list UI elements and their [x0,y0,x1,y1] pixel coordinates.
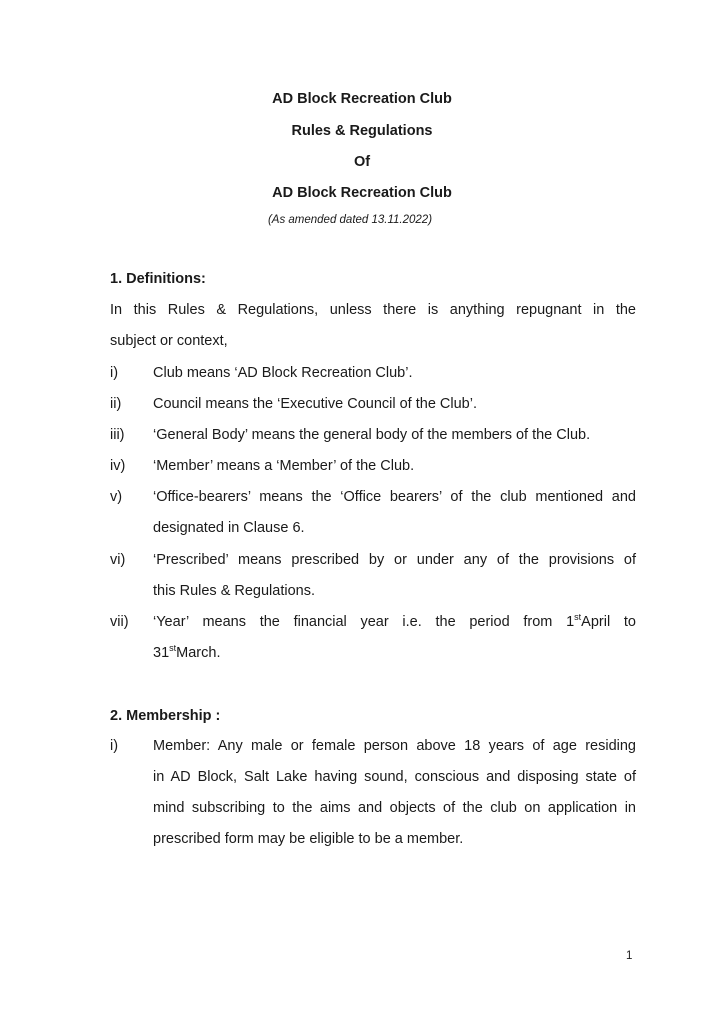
year-text-d: March. [176,645,221,661]
item-text-line [153,638,636,669]
item-text-line: prescribed form may be eligible to be a member. [153,831,464,847]
club-name-title: AD Block Recreation Club [272,91,452,107]
ordinal-suffix: st [169,643,177,654]
year-text-c: 31 [153,645,170,661]
item-number: vii) [110,614,129,630]
definitions-heading: 1. Definitions: [110,271,206,287]
item-text: ‘General Body’ means the general body of the members of the Club. [153,427,591,443]
membership-heading: 2. Membership : [110,708,221,724]
item-text [153,607,636,669]
item-text-line: Member: Any male or female person above 18 years of age residing [153,738,636,754]
item-number: iv) [110,458,126,474]
item-number: ii) [110,396,122,412]
definitions-intro [110,295,636,357]
amended-date-note: (As amended dated 13.11.2022) [267,214,433,226]
item-text [153,545,636,607]
item-text [153,731,636,855]
item-text-line: ‘Office-bearers’ means the ‘Office bearers’ of the club mentioned and [153,489,636,505]
item-text-line: designated in Clause 6. [153,520,305,536]
rules-title: Rules & Regulations [291,123,433,139]
item-text: ‘Member’ means a ‘Member’ of the Club. [153,458,415,474]
item-text [153,482,636,544]
item-text-line: mind subscribing to the aims and objects of the club on application in [153,800,636,816]
item-number: i) [110,365,119,381]
item-text: Council means the ‘Executive Council of the Club’. [153,396,477,412]
ordinal-suffix: st [574,612,582,623]
item-text-line: this Rules & Regulations. [153,583,315,599]
year-text-a: ‘Year’ means the financial year i.e. the period from 1 [153,614,575,630]
item-text-line: ‘Prescribed’ means prescribed by or under any of the provisions of [153,552,636,568]
item-number: iii) [110,427,125,443]
item-number: i) [110,738,119,754]
item-number: vi) [110,552,126,568]
item-text: Club means ‘AD Block Recreation Club’. [153,365,413,381]
of-title: Of [353,154,371,170]
item-text-line: in AD Block, Salt Lake having sound, conscious and disposing state of [153,769,636,785]
item-number: v) [110,489,123,505]
intro-line: In this Rules & Regulations, unless there is anything repugnant in the [110,302,636,318]
page-number: 1 [626,950,633,962]
year-text-b: April to [581,614,636,630]
intro-line: subject or context, [110,333,228,349]
item-text-line [153,607,636,638]
club-name-subtitle: AD Block Recreation Club [272,185,452,201]
